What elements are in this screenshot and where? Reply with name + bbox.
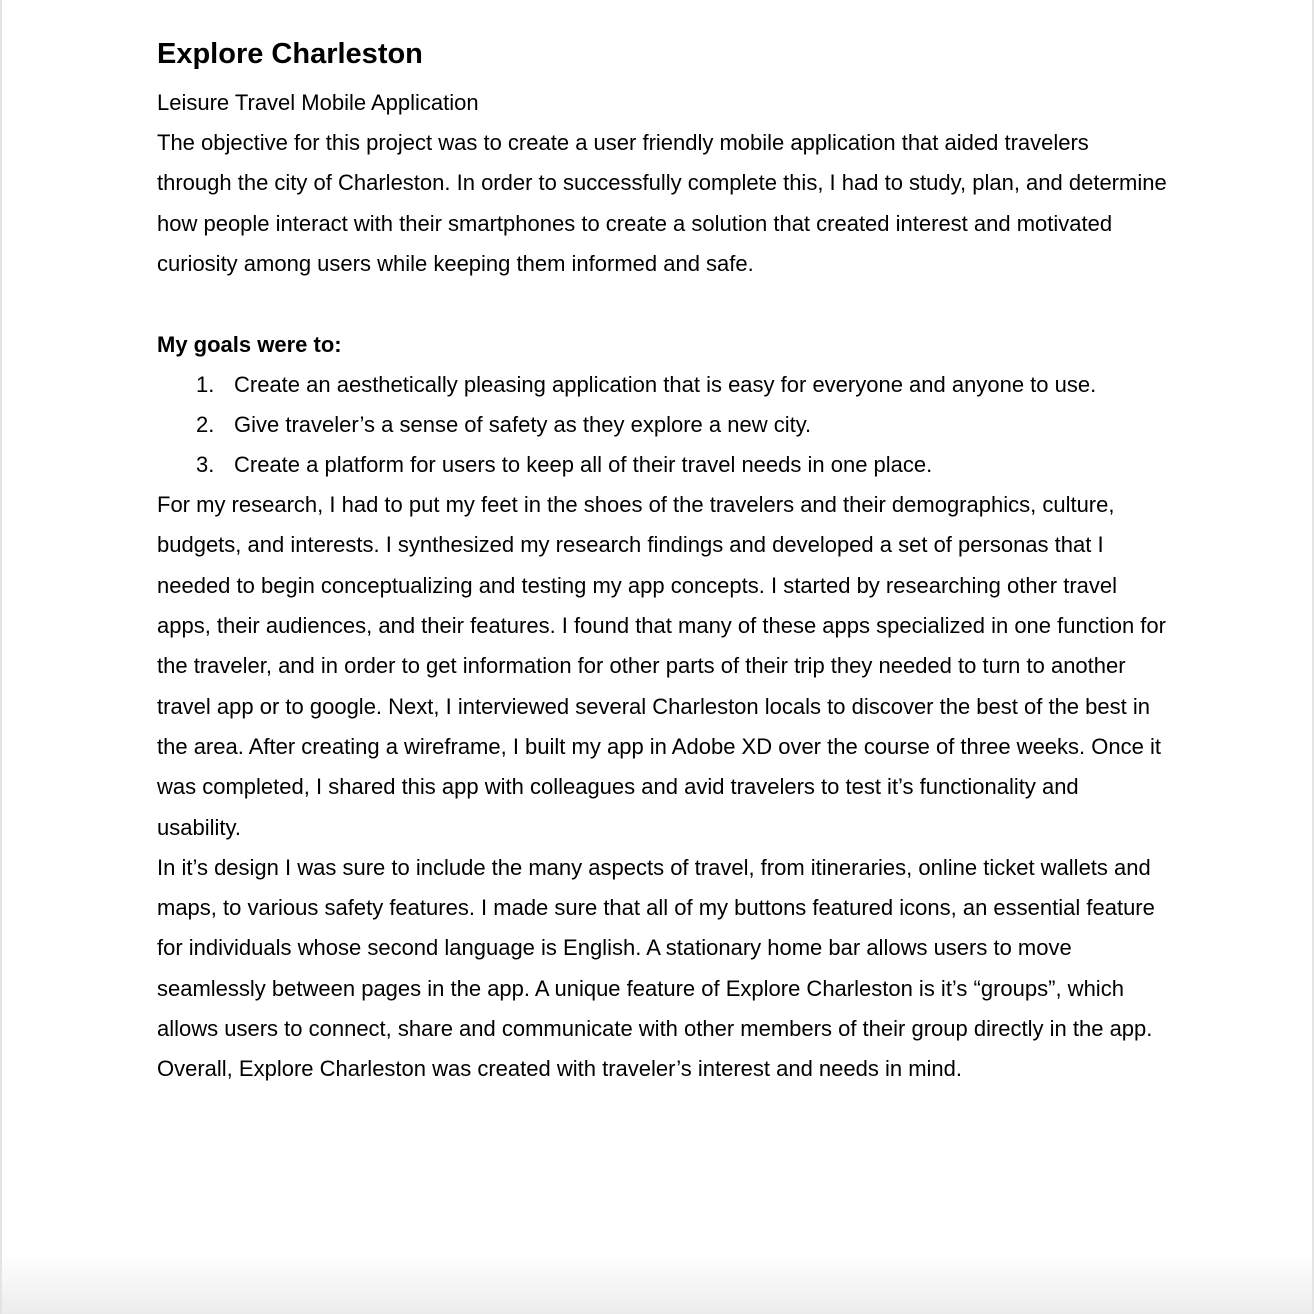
goal-number: 2. xyxy=(196,412,215,438)
goals-heading: My goals were to: xyxy=(157,332,342,358)
goal-number: 3. xyxy=(196,452,215,478)
goal-text: Create an aesthetically pleasing application that is easy for everyone and anyone to use. xyxy=(234,372,1097,398)
page-bottom-shadow xyxy=(2,1254,1312,1314)
document-title: Explore Charleston xyxy=(157,38,423,70)
intro-paragraph: The objective for this project was to create a user friendly mobile application that aided travelers through the city of Charleston. In order to successfully complete this, I had to study, plan, and determine how people interact with their smartphones to create a solution that created interest and motivated curiosity among users while keeping them informed and safe. xyxy=(157,130,1167,276)
goal-number: 1. xyxy=(196,372,215,398)
goal-text: Create a platform for users to keep all of their travel needs in one place. xyxy=(234,452,933,478)
goal-item xyxy=(157,365,1167,405)
goal-item xyxy=(157,445,1167,485)
goals-list xyxy=(157,365,1167,485)
design-paragraph: In it’s design I was sure to include the many aspects of travel, from itineraries, online ticket wallets and maps, to various safety features. I made sure that all of my buttons featured icons, an essential feature for individuals whose second language is English. A stationary home bar allows users to move seamlessly between pages in the app. A unique feature of Explore Charleston is it’s “groups”, which allows users to connect, share and communicate with other members of their group directly in the app. Overall, Explore Charleston was created with traveler’s interest and needs in mind. xyxy=(157,854,1155,1082)
goal-text: Give traveler’s a sense of safety as they explore a new city. xyxy=(234,412,812,438)
document-content xyxy=(157,34,1167,1090)
research-paragraph: For my research, I had to put my feet in the shoes of the travelers and their demographics, culture, budgets, and interests. I synthesized my research findings and developed a set of personas that I needed to begin conceptualizing and testing my app concepts. I started by researching other travel apps, their audiences, and their features. I found that many of these apps specialized in one function for the traveler, and in order to get information for other parts of their trip they needed to turn to another travel app or to google. Next, I interviewed several Charleston locals to discover the best of the best in the area. After creating a wireframe, I built my app in Adobe XD over the course of three weeks. Once it was completed, I shared this app with colleagues and avid travelers to test it’s functionality and usability. xyxy=(157,492,1166,840)
goal-item xyxy=(157,405,1167,445)
document-subtitle: Leisure Travel Mobile Application xyxy=(157,90,479,115)
